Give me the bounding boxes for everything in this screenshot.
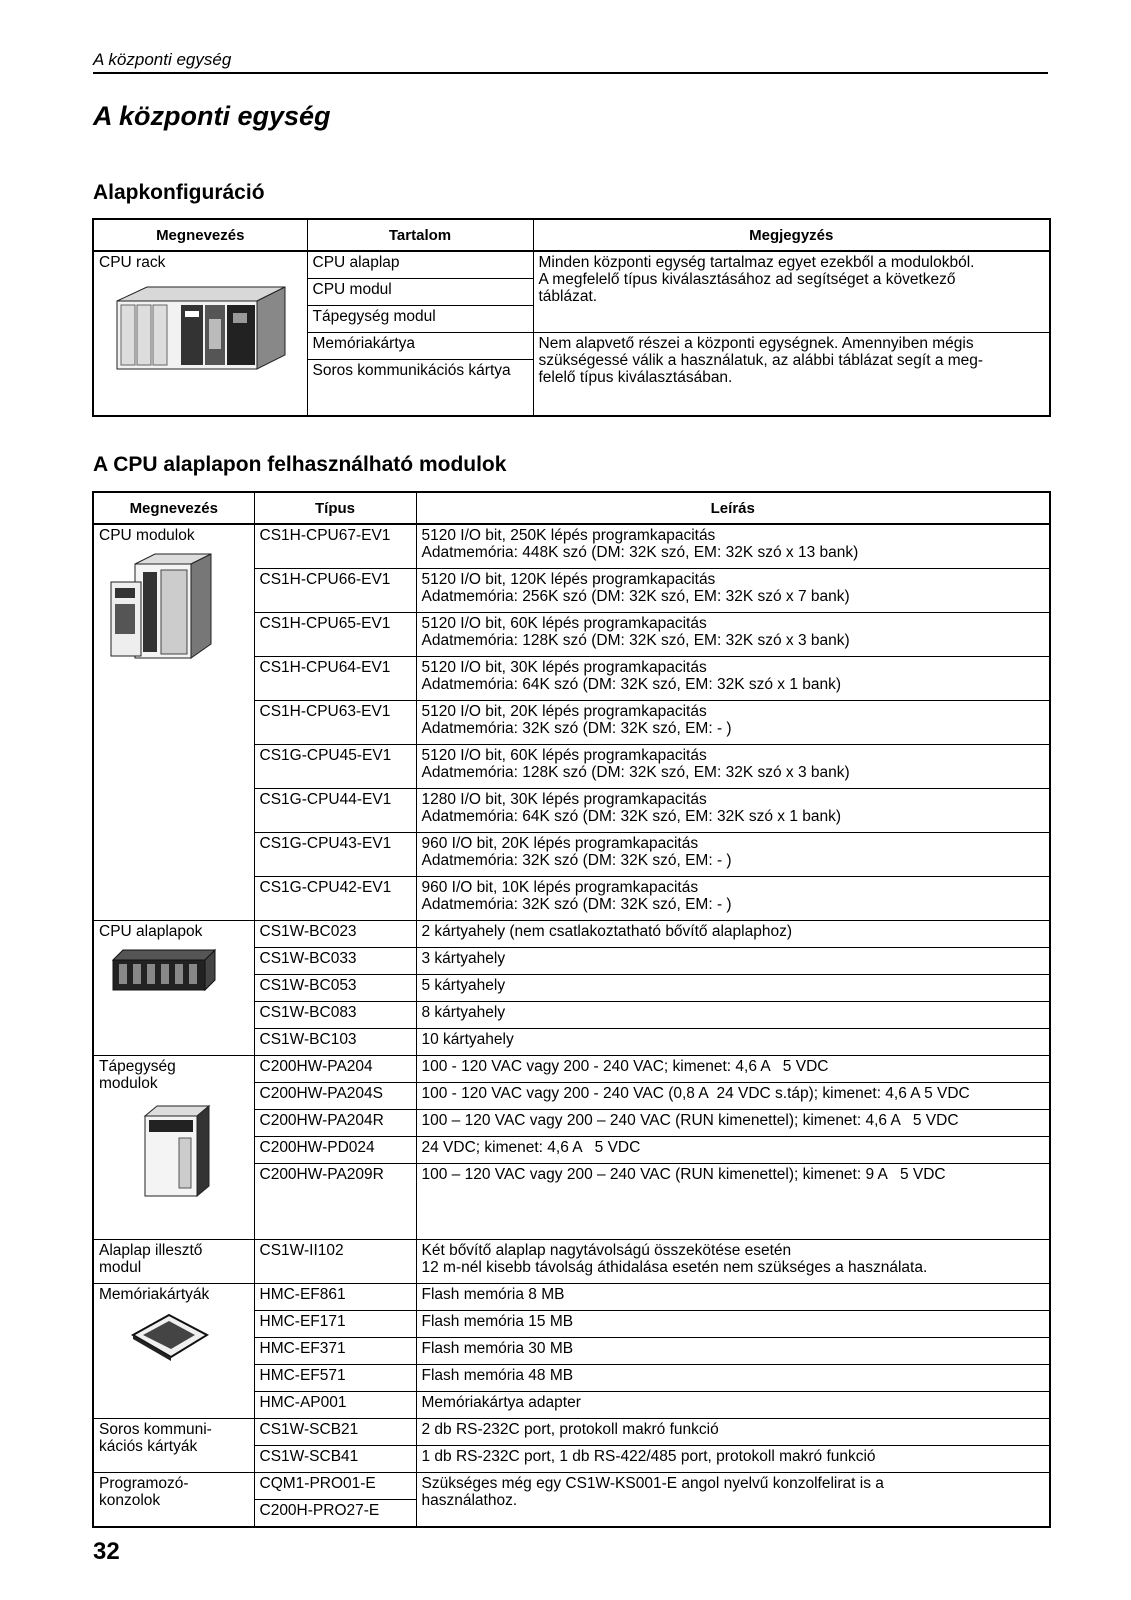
desc-line: 5120 I/O bit, 60K lépés programkapacitás bbox=[421, 615, 707, 632]
note-line: táblázat. bbox=[538, 288, 598, 305]
description-cell bbox=[416, 613, 1050, 657]
type-cell: CS1W-BC053 bbox=[254, 975, 416, 1002]
power-module-image bbox=[139, 1104, 249, 1199]
header-rule bbox=[93, 72, 1048, 74]
page-number: 32 bbox=[93, 1538, 120, 1565]
description-cell bbox=[416, 1473, 1050, 1528]
desc-line: használathoz. bbox=[421, 1492, 518, 1509]
description-cell: 8 kártyahely bbox=[416, 1002, 1050, 1029]
desc-line: 5120 I/O bit, 60K lépés programkapacitás bbox=[421, 747, 707, 764]
column-header: Típus bbox=[254, 492, 416, 524]
type-cell: CS1G-CPU45-EV1 bbox=[254, 745, 416, 789]
type-cell-empty bbox=[254, 1190, 416, 1240]
content-cell: Tápegység modul bbox=[307, 306, 533, 333]
description-cell: 100 - 120 VAC vagy 200 - 240 VAC; kimenet: 4,6 A 5 VDC bbox=[416, 1056, 1050, 1083]
cpu-modules-cell bbox=[93, 524, 254, 921]
type-cell: HMC-EF571 bbox=[254, 1365, 416, 1392]
type-cell: HMC-EF861 bbox=[254, 1284, 416, 1311]
description-cell: 1 db RS-232C port, 1 db RS-422/485 port, protokoll makró funkció bbox=[416, 1446, 1050, 1473]
content-cell: CPU alaplap bbox=[307, 251, 533, 279]
desc-line: Adatmemória: 64K szó (DM: 32K szó, EM: 32K szó x 1 bank) bbox=[421, 808, 842, 825]
desc-line: Adatmemória: 128K szó (DM: 32K szó, EM: 32K szó x 3 bank) bbox=[421, 764, 850, 781]
type-cell: CS1H-CPU65-EV1 bbox=[254, 613, 416, 657]
type-cell: HMC-AP001 bbox=[254, 1392, 416, 1419]
column-header: Megjegyzés bbox=[533, 219, 1050, 251]
description-cell bbox=[416, 877, 1050, 921]
group-label: Alaplap illesztő bbox=[99, 1242, 203, 1259]
desc-line: Két bővítő alaplap nagytávolságú összekötése esetén bbox=[421, 1242, 792, 1259]
type-cell: C200HW-PD024 bbox=[254, 1137, 416, 1164]
group-label: konzolok bbox=[99, 1492, 161, 1509]
type-cell: CS1G-CPU42-EV1 bbox=[254, 877, 416, 921]
type-cell: CS1W-BC083 bbox=[254, 1002, 416, 1029]
group-label: modul bbox=[99, 1259, 142, 1276]
type-cell: HMC-EF171 bbox=[254, 1311, 416, 1338]
content-cell: Soros kommunikációs kártya bbox=[307, 360, 533, 387]
description-cell: 100 - 120 VAC vagy 200 - 240 VAC (0,8 A 24 VDC s.táp); kimenet: 4,6 A 5 VDC bbox=[416, 1083, 1050, 1110]
description-cell: Flash memória 48 MB bbox=[416, 1365, 1050, 1392]
table-row bbox=[93, 524, 1050, 569]
memory-card-image bbox=[129, 1313, 239, 1363]
desc-line: 960 I/O bit, 10K lépés programkapacitás bbox=[421, 879, 699, 896]
description-cell: 100 – 120 VAC vagy 200 – 240 VAC (RUN kimenettel); kimenet: 9 A 5 VDC bbox=[416, 1164, 1050, 1191]
column-header: Megnevezés bbox=[93, 219, 307, 251]
memory-cards-cell bbox=[93, 1284, 254, 1419]
serial-cards-cell bbox=[93, 1419, 254, 1473]
description-cell-empty bbox=[416, 1190, 1050, 1240]
table-row bbox=[93, 1473, 1050, 1500]
group-label: Memóriakártyák bbox=[99, 1286, 210, 1303]
description-cell bbox=[416, 524, 1050, 569]
desc-line: 1280 I/O bit, 30K lépés programkapacitás bbox=[421, 791, 707, 808]
desc-line: Szükséges még egy CS1W-KS001-E angol nyelvű konzolfelirat is a bbox=[421, 1475, 884, 1492]
group-label: kációs kártyák bbox=[99, 1438, 198, 1455]
description-cell: 100 – 120 VAC vagy 200 – 240 VAC (RUN kimenettel); kimenet: 4,6 A 5 VDC bbox=[416, 1110, 1050, 1137]
description-cell: Memóriakártya adapter bbox=[416, 1392, 1050, 1419]
description-cell: 10 kártyahely bbox=[416, 1029, 1050, 1056]
desc-line: 5120 I/O bit, 30K lépés programkapacitás bbox=[421, 659, 707, 676]
cpu-base-image bbox=[107, 946, 217, 996]
basic-config-table bbox=[92, 218, 1051, 417]
type-cell: C200HW-PA204 bbox=[254, 1056, 416, 1083]
type-cell: CS1H-CPU64-EV1 bbox=[254, 657, 416, 701]
column-header: Tartalom bbox=[307, 219, 533, 251]
desc-line: Adatmemória: 32K szó (DM: 32K szó, EM: - ) bbox=[421, 852, 732, 869]
content-cell: CPU modul bbox=[307, 279, 533, 306]
type-cell: CS1W-SCB21 bbox=[254, 1419, 416, 1446]
type-cell: CS1W-SCB41 bbox=[254, 1446, 416, 1473]
description-cell bbox=[416, 701, 1050, 745]
type-cell: CS1H-CPU63-EV1 bbox=[254, 701, 416, 745]
column-header: Leírás bbox=[416, 492, 1050, 524]
type-cell: CS1H-CPU67-EV1 bbox=[254, 524, 416, 569]
cpu-rack-cell bbox=[93, 251, 307, 416]
cpu-module-image bbox=[107, 552, 217, 662]
note-line: Minden központi egység tartalmaz egyet ezekből a modulokból. bbox=[538, 254, 975, 271]
type-cell: C200HW-PA204R bbox=[254, 1110, 416, 1137]
interface-module-cell bbox=[93, 1240, 254, 1284]
type-cell: CS1W-BC103 bbox=[254, 1029, 416, 1056]
desc-line: 5120 I/O bit, 120K lépés programkapacitás bbox=[421, 571, 716, 588]
type-cell: C200HW-PA209R bbox=[254, 1164, 416, 1191]
desc-line: Adatmemória: 256K szó (DM: 32K szó, EM: 32K szó x 7 bank) bbox=[421, 588, 850, 605]
section-title-basic-config: Alapkonfiguráció bbox=[93, 181, 265, 204]
type-cell: CS1W-BC033 bbox=[254, 948, 416, 975]
desc-line: Adatmemória: 128K szó (DM: 32K szó, EM: 32K szó x 3 bank) bbox=[421, 632, 850, 649]
note-cell bbox=[533, 251, 1050, 333]
group-label: CPU alaplapok bbox=[99, 923, 203, 940]
note-cell bbox=[533, 333, 1050, 417]
description-cell: Flash memória 8 MB bbox=[416, 1284, 1050, 1311]
table-row bbox=[93, 1240, 1050, 1284]
desc-line: Adatmemória: 64K szó (DM: 32K szó, EM: 32K szó x 1 bank) bbox=[421, 676, 842, 693]
desc-line: 960 I/O bit, 20K lépés programkapacitás bbox=[421, 835, 699, 852]
page-title: A központi egység bbox=[93, 101, 331, 131]
table-row bbox=[93, 1056, 1050, 1083]
power-modules-cell bbox=[93, 1056, 254, 1240]
type-cell: HMC-EF371 bbox=[254, 1338, 416, 1365]
type-cell: C200HW-PA204S bbox=[254, 1083, 416, 1110]
table-row bbox=[93, 921, 1050, 948]
type-cell: CS1H-CPU66-EV1 bbox=[254, 569, 416, 613]
description-cell bbox=[416, 833, 1050, 877]
desc-line: Adatmemória: 448K szó (DM: 32K szó, EM: 32K szó x 13 bank) bbox=[421, 544, 859, 561]
note-line: felelő típus kiválasztásában. bbox=[538, 369, 733, 386]
cpu-rack-label: CPU rack bbox=[99, 254, 166, 271]
desc-line: 5120 I/O bit, 20K lépés programkapacitás bbox=[421, 703, 707, 720]
desc-line: Adatmemória: 32K szó (DM: 32K szó, EM: - ) bbox=[421, 896, 732, 913]
description-cell: 24 VDC; kimenet: 4,6 A 5 VDC bbox=[416, 1137, 1050, 1164]
cpu-rack-image bbox=[107, 279, 287, 374]
description-cell: 2 kártyahely (nem csatlakoztatható bővítő alaplaphoz) bbox=[416, 921, 1050, 948]
table-row bbox=[93, 1419, 1050, 1446]
group-label: CPU modulok bbox=[99, 527, 195, 544]
note-line: A megfelelő típus kiválasztásához ad segítséget a következő bbox=[538, 271, 956, 288]
description-cell: 5 kártyahely bbox=[416, 975, 1050, 1002]
group-label: Programozó- bbox=[99, 1475, 189, 1492]
running-head: A központi egység bbox=[93, 50, 232, 69]
desc-line: Adatmemória: 32K szó (DM: 32K szó, EM: - ) bbox=[421, 720, 732, 737]
modules-table bbox=[92, 491, 1051, 1528]
content-cell-empty bbox=[307, 386, 533, 416]
desc-line: 5120 I/O bit, 250K lépés programkapacitás bbox=[421, 527, 716, 544]
type-cell: CS1G-CPU43-EV1 bbox=[254, 833, 416, 877]
type-cell: CS1W-II102 bbox=[254, 1240, 416, 1284]
table-header-row bbox=[93, 219, 1050, 251]
description-cell: 3 kártyahely bbox=[416, 948, 1050, 975]
type-cell: CQM1-PRO01-E bbox=[254, 1473, 416, 1500]
group-label: modulok bbox=[99, 1075, 158, 1092]
note-line: szükségessé válik a használatuk, az alábbi táblázat segít a meg- bbox=[538, 352, 984, 369]
table-row bbox=[93, 1284, 1050, 1311]
column-header: Megnevezés bbox=[93, 492, 254, 524]
desc-line: 12 m-nél kisebb távolság áthidalása esetén nem szükséges a használata. bbox=[421, 1259, 928, 1276]
description-cell bbox=[416, 745, 1050, 789]
content-cell: Memóriakártya bbox=[307, 333, 533, 360]
table-header-row bbox=[93, 492, 1050, 524]
group-label: Soros kommuni- bbox=[99, 1421, 212, 1438]
description-cell: Flash memória 15 MB bbox=[416, 1311, 1050, 1338]
type-cell: CS1G-CPU44-EV1 bbox=[254, 789, 416, 833]
description-cell bbox=[416, 789, 1050, 833]
description-cell: Flash memória 30 MB bbox=[416, 1338, 1050, 1365]
description-cell: 2 db RS-232C port, protokoll makró funkció bbox=[416, 1419, 1050, 1446]
cpu-bases-cell bbox=[93, 921, 254, 1056]
type-cell: CS1W-BC023 bbox=[254, 921, 416, 948]
group-label: Tápegység bbox=[99, 1058, 176, 1075]
note-line: Nem alapvető részei a központi egységnek. Amennyiben mégis bbox=[538, 335, 974, 352]
type-cell: C200H-PRO27-E bbox=[254, 1500, 416, 1528]
description-cell bbox=[416, 657, 1050, 701]
consoles-cell bbox=[93, 1473, 254, 1528]
section-title-modules: A CPU alaplapon felhasználható modulok bbox=[93, 453, 507, 476]
description-cell bbox=[416, 1240, 1050, 1284]
description-cell bbox=[416, 569, 1050, 613]
